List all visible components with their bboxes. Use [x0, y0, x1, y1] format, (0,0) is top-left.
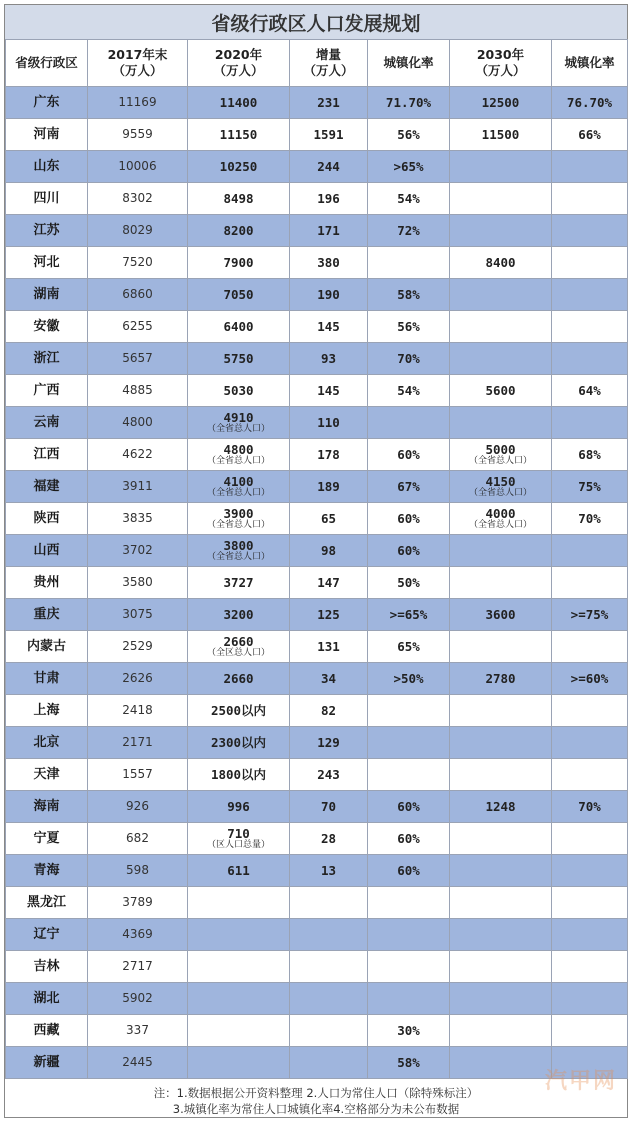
cell-increase: 82: [290, 695, 368, 727]
cell-urbanization-2020: 67%: [368, 471, 450, 503]
cell-urbanization-2030: [552, 919, 628, 951]
cell-increase: 231: [290, 87, 368, 119]
watermark-logo: 汽甲网: [544, 1069, 617, 1094]
cell-2020: 6400: [188, 311, 290, 343]
cell-province: 广东: [6, 87, 88, 119]
cell-province: 湖南: [6, 279, 88, 311]
cell-increase: [290, 1047, 368, 1079]
cell-increase: 34: [290, 663, 368, 695]
cell-increase: 243: [290, 759, 368, 791]
cell-2017: 10006: [88, 151, 188, 183]
cell-2030: 12500: [450, 87, 552, 119]
table-row: [6, 759, 628, 791]
cell-2017: 6860: [88, 279, 188, 311]
cell-2030: [450, 631, 552, 663]
cell-note: （区人口总量）: [206, 840, 270, 850]
cell-2017: 926: [88, 791, 188, 823]
cell-urbanization-2020: 60%: [368, 535, 450, 567]
cell-2020: 5750: [188, 343, 290, 375]
table-row: [6, 311, 628, 343]
cell-increase: 125: [290, 599, 368, 631]
cell-urbanization-2030: [552, 215, 628, 247]
cell-increase: 65: [290, 503, 368, 535]
cell-urbanization-2030: [552, 983, 628, 1015]
cell-2017: 3789: [88, 887, 188, 919]
cell-urbanization-2020: >50%: [368, 663, 450, 695]
cell-2030: 1248: [450, 791, 552, 823]
cell-urbanization-2020: [368, 887, 450, 919]
cell-urbanization-2030: >=75%: [552, 599, 628, 631]
cell-urbanization-2020: 60%: [368, 503, 450, 535]
cell-urbanization-2020: 58%: [368, 1047, 450, 1079]
cell-urbanization-2020: 71.70%: [368, 87, 450, 119]
table-row: [6, 631, 628, 663]
table-frame: [4, 4, 628, 1118]
table-row: [6, 279, 628, 311]
cell-2017: 8302: [88, 183, 188, 215]
cell-province: 海南: [6, 791, 88, 823]
cell-province: 河南: [6, 119, 88, 151]
cell-increase: [290, 983, 368, 1015]
cell-urbanization-2030: 66%: [552, 119, 628, 151]
table-row: [6, 151, 628, 183]
cell-urbanization-2030: 70%: [552, 791, 628, 823]
table-row: [6, 215, 628, 247]
cell-2020: 8200: [188, 215, 290, 247]
cell-2017: 3702: [88, 535, 188, 567]
cell-urbanization-2030: [552, 151, 628, 183]
cell-increase: [290, 951, 368, 983]
cell-2017: 4800: [88, 407, 188, 439]
cell-increase: 244: [290, 151, 368, 183]
cell-urbanization-2020: [368, 759, 450, 791]
cell-urbanization-2020: 56%: [368, 311, 450, 343]
cell-urbanization-2030: 64%: [552, 375, 628, 407]
cell-urbanization-2030: [552, 727, 628, 759]
cell-2020: 2660: [188, 663, 290, 695]
cell-increase: 93: [290, 343, 368, 375]
cell-2030: [450, 343, 552, 375]
table-row: [6, 1047, 628, 1079]
cell-urbanization-2030: [552, 535, 628, 567]
cell-urbanization-2030: 75%: [552, 471, 628, 503]
cell-increase: 145: [290, 375, 368, 407]
cell-2020: [188, 983, 290, 1015]
cell-urbanization-2030: >=60%: [552, 663, 628, 695]
cell-increase: 98: [290, 535, 368, 567]
cell-2030: [450, 983, 552, 1015]
cell-2020: 996: [188, 791, 290, 823]
cell-2017: 2445: [88, 1047, 188, 1079]
cell-urbanization-2030: [552, 1015, 628, 1047]
cell-increase: 171: [290, 215, 368, 247]
footnote-line-1: 注：1.数据根据公开资料整理 2.人口为常住人口（除特殊标注）: [153, 1086, 479, 1100]
cell-urbanization-2020: [368, 919, 450, 951]
cell-increase: 147: [290, 567, 368, 599]
cell-2020: 10250: [188, 151, 290, 183]
cell-2017: 6255: [88, 311, 188, 343]
cell-increase: 28: [290, 823, 368, 855]
cell-note: （全省总人口）: [468, 520, 532, 530]
cell-urbanization-2020: 72%: [368, 215, 450, 247]
cell-urbanization-2030: [552, 887, 628, 919]
cell-urbanization-2030: [552, 951, 628, 983]
table-row: [6, 823, 628, 855]
cell-urbanization-2020: >=65%: [368, 599, 450, 631]
cell-note: （全省总人口）: [468, 456, 532, 466]
table-body: [6, 87, 628, 1079]
cell-province: 陕西: [6, 503, 88, 535]
cell-increase: 380: [290, 247, 368, 279]
cell-2017: 1557: [88, 759, 188, 791]
cell-2020: 4800 （全省总人口）: [188, 439, 290, 471]
cell-2020: [188, 951, 290, 983]
cell-note: （全省总人口）: [206, 520, 270, 530]
cell-increase: 129: [290, 727, 368, 759]
cell-province: 西藏: [6, 1015, 88, 1047]
cell-2017: 7520: [88, 247, 188, 279]
cell-2017: 3580: [88, 567, 188, 599]
cell-urbanization-2030: [552, 855, 628, 887]
cell-2030: [450, 1015, 552, 1047]
cell-2030: 3600: [450, 599, 552, 631]
cell-2030: [450, 823, 552, 855]
cell-2030: [450, 695, 552, 727]
cell-2017: 2626: [88, 663, 188, 695]
cell-note: （全区总人口）: [206, 648, 270, 658]
cell-province: 内蒙古: [6, 631, 88, 663]
cell-2030: [450, 311, 552, 343]
cell-2020: 2660 （全区总人口）: [188, 631, 290, 663]
cell-2020: [188, 887, 290, 919]
cell-2017: 337: [88, 1015, 188, 1047]
cell-increase: 178: [290, 439, 368, 471]
cell-province: 浙江: [6, 343, 88, 375]
cell-note: （全省总人口）: [206, 552, 270, 562]
cell-urbanization-2030: [552, 823, 628, 855]
cell-urbanization-2030: [552, 759, 628, 791]
table-row: [6, 247, 628, 279]
cell-urbanization-2020: 60%: [368, 855, 450, 887]
cell-increase: 70: [290, 791, 368, 823]
cell-urbanization-2020: [368, 247, 450, 279]
table-row: [6, 375, 628, 407]
cell-2017: 4369: [88, 919, 188, 951]
cell-urbanization-2030: 70%: [552, 503, 628, 535]
cell-urbanization-2020: 58%: [368, 279, 450, 311]
header-2017: 2017年末 （万人）: [88, 40, 188, 87]
cell-note: （全省总人口）: [206, 456, 270, 466]
cell-province: 福建: [6, 471, 88, 503]
cell-2020: 8498: [188, 183, 290, 215]
cell-2030: 4000 （全省总人口）: [450, 503, 552, 535]
cell-2017: 3835: [88, 503, 188, 535]
cell-2017: 3075: [88, 599, 188, 631]
cell-2017: 11169: [88, 87, 188, 119]
table-row: [6, 567, 628, 599]
cell-province: 广西: [6, 375, 88, 407]
cell-urbanization-2030: 76.70%: [552, 87, 628, 119]
cell-2017: 598: [88, 855, 188, 887]
header-row: [6, 40, 628, 87]
cell-2030: 5600: [450, 375, 552, 407]
cell-province: 湖北: [6, 983, 88, 1015]
cell-2020: [188, 1047, 290, 1079]
table-row: [6, 535, 628, 567]
cell-urbanization-2020: [368, 695, 450, 727]
cell-2020: 4100 （全省总人口）: [188, 471, 290, 503]
cell-urbanization-2020: 60%: [368, 823, 450, 855]
cell-province: 河北: [6, 247, 88, 279]
cell-increase: 145: [290, 311, 368, 343]
cell-2030: [450, 151, 552, 183]
cell-2020: 5030: [188, 375, 290, 407]
cell-urbanization-2020: 65%: [368, 631, 450, 663]
cell-province: 上海: [6, 695, 88, 727]
cell-province: 辽宁: [6, 919, 88, 951]
cell-urbanization-2030: [552, 567, 628, 599]
cell-province: 安徽: [6, 311, 88, 343]
cell-increase: 189: [290, 471, 368, 503]
cell-2017: 2171: [88, 727, 188, 759]
cell-2020: 7050: [188, 279, 290, 311]
cell-2020: 3200: [188, 599, 290, 631]
cell-2030: 4150 （全省总人口）: [450, 471, 552, 503]
cell-2020: 4910 （全省总人口）: [188, 407, 290, 439]
table-row: [6, 695, 628, 727]
cell-2030: [450, 215, 552, 247]
cell-2030: [450, 759, 552, 791]
cell-2017: 5657: [88, 343, 188, 375]
cell-increase: 196: [290, 183, 368, 215]
cell-2030: [450, 407, 552, 439]
cell-urbanization-2030: [552, 343, 628, 375]
cell-2017: 4885: [88, 375, 188, 407]
table-row: [6, 119, 628, 151]
cell-urbanization-2030: [552, 407, 628, 439]
cell-urbanization-2020: 54%: [368, 375, 450, 407]
cell-increase: 1591: [290, 119, 368, 151]
cell-urbanization-2030: [552, 247, 628, 279]
header-2030: 2030年 （万人）: [450, 40, 552, 87]
cell-2030: [450, 919, 552, 951]
cell-urbanization-2020: [368, 983, 450, 1015]
cell-note: （全省总人口）: [206, 488, 270, 498]
cell-increase: [290, 919, 368, 951]
cell-urbanization-2030: [552, 695, 628, 727]
table-row: [6, 727, 628, 759]
table-row: [6, 471, 628, 503]
cell-province: 山东: [6, 151, 88, 183]
population-table: [5, 39, 628, 1079]
table-row: [6, 983, 628, 1015]
cell-2030: [450, 855, 552, 887]
cell-2030: 11500: [450, 119, 552, 151]
table-row: [6, 439, 628, 471]
cell-2020: [188, 1015, 290, 1047]
cell-province: 贵州: [6, 567, 88, 599]
cell-province: 江西: [6, 439, 88, 471]
cell-increase: [290, 1015, 368, 1047]
cell-2020: 3800 （全省总人口）: [188, 535, 290, 567]
table-row: [6, 87, 628, 119]
cell-2030: 2780: [450, 663, 552, 695]
footnote: [5, 1085, 627, 1117]
cell-2030: [450, 1047, 552, 1079]
header-province: 省级行政区: [6, 40, 88, 87]
cell-urbanization-2020: >65%: [368, 151, 450, 183]
cell-2030: 5000 （全省总人口）: [450, 439, 552, 471]
table-row: [6, 951, 628, 983]
cell-province: 江苏: [6, 215, 88, 247]
cell-2020: 1800以内: [188, 759, 290, 791]
table-row: [6, 855, 628, 887]
footnote-line-2: 3.城镇化率为常住人口城镇化率4.空格部分为未公布数据: [172, 1102, 460, 1116]
cell-urbanization-2020: 70%: [368, 343, 450, 375]
cell-urbanization-2020: [368, 727, 450, 759]
cell-increase: 131: [290, 631, 368, 663]
table-row: [6, 183, 628, 215]
cell-province: 青海: [6, 855, 88, 887]
cell-2020: 7900: [188, 247, 290, 279]
cell-2020: [188, 919, 290, 951]
cell-increase: 13: [290, 855, 368, 887]
cell-2020: 3727: [188, 567, 290, 599]
cell-2017: 2717: [88, 951, 188, 983]
cell-2017: 9559: [88, 119, 188, 151]
cell-urbanization-2020: [368, 951, 450, 983]
cell-province: 北京: [6, 727, 88, 759]
cell-2030: [450, 951, 552, 983]
cell-2030: 8400: [450, 247, 552, 279]
cell-province: 四川: [6, 183, 88, 215]
table-title: 省级行政区人口发展规划: [5, 5, 627, 40]
cell-2017: 3911: [88, 471, 188, 503]
cell-2020: 2300以内: [188, 727, 290, 759]
cell-2030: [450, 727, 552, 759]
table-row: [6, 791, 628, 823]
cell-urbanization-2030: 68%: [552, 439, 628, 471]
cell-urbanization-2020: 60%: [368, 439, 450, 471]
cell-urbanization-2020: 56%: [368, 119, 450, 151]
cell-province: 云南: [6, 407, 88, 439]
cell-2017: 5902: [88, 983, 188, 1015]
cell-urbanization-2030: [552, 631, 628, 663]
cell-2030: [450, 535, 552, 567]
cell-urbanization-2020: 54%: [368, 183, 450, 215]
cell-2017: 8029: [88, 215, 188, 247]
cell-province: 黑龙江: [6, 887, 88, 919]
cell-2030: [450, 887, 552, 919]
cell-2020: 611: [188, 855, 290, 887]
header-urbanization-2020: 城镇化率: [368, 40, 450, 87]
cell-province: 吉林: [6, 951, 88, 983]
table-row: [6, 919, 628, 951]
cell-urbanization-2020: 50%: [368, 567, 450, 599]
cell-increase: 190: [290, 279, 368, 311]
table-row: [6, 1015, 628, 1047]
cell-province: 甘肃: [6, 663, 88, 695]
cell-urbanization-2020: [368, 407, 450, 439]
cell-2020: 11400: [188, 87, 290, 119]
cell-2017: 4622: [88, 439, 188, 471]
header-urbanization-2030: 城镇化率: [552, 40, 628, 87]
cell-note: （全省总人口）: [206, 424, 270, 434]
cell-province: 重庆: [6, 599, 88, 631]
cell-2020: 710 （区人口总量）: [188, 823, 290, 855]
cell-note: （全省总人口）: [468, 488, 532, 498]
table-row: [6, 503, 628, 535]
header-2020: 2020年 （万人）: [188, 40, 290, 87]
table-row: [6, 663, 628, 695]
table-row: [6, 887, 628, 919]
cell-province: 山西: [6, 535, 88, 567]
cell-2017: 682: [88, 823, 188, 855]
cell-2030: [450, 279, 552, 311]
cell-province: 新疆: [6, 1047, 88, 1079]
cell-urbanization-2020: 60%: [368, 791, 450, 823]
cell-2017: 2529: [88, 631, 188, 663]
cell-province: 天津: [6, 759, 88, 791]
cell-urbanization-2020: 30%: [368, 1015, 450, 1047]
cell-2030: [450, 567, 552, 599]
cell-2020: 11150: [188, 119, 290, 151]
cell-increase: [290, 887, 368, 919]
cell-province: 宁夏: [6, 823, 88, 855]
header-increase: 增量 （万人）: [290, 40, 368, 87]
table-row: [6, 599, 628, 631]
cell-2020: 3900 （全省总人口）: [188, 503, 290, 535]
cell-urbanization-2030: [552, 183, 628, 215]
cell-urbanization-2030: [552, 279, 628, 311]
cell-increase: 110: [290, 407, 368, 439]
cell-2020: 2500以内: [188, 695, 290, 727]
cell-2030: [450, 183, 552, 215]
table-row: [6, 407, 628, 439]
cell-urbanization-2030: [552, 311, 628, 343]
cell-2017: 2418: [88, 695, 188, 727]
table-row: [6, 343, 628, 375]
